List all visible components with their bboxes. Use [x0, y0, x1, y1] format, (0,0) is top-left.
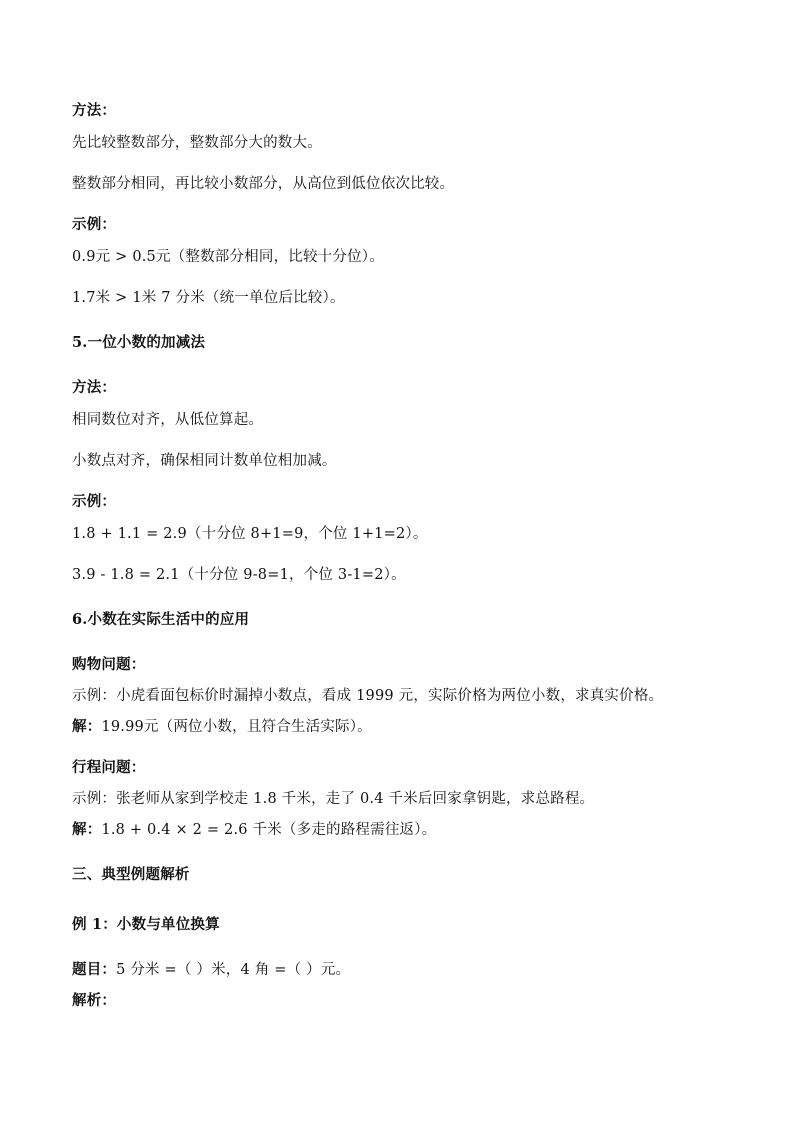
section-title-5: 5.一位小数的加减法 [72, 334, 206, 351]
method-label: 方法： [72, 102, 117, 119]
answer-label: 解： [72, 821, 102, 838]
shopping-answer [72, 717, 372, 737]
question-label: 题目： [72, 961, 117, 978]
example-text-2: 1.7米 > 1米 7 分米（统一单位后比较）。 [72, 290, 345, 306]
answer-text: 1.8 + 0.4 × 2 = 2.6 千米（多走的路程需往返）。 [101, 822, 437, 838]
example-text-1: 1.8 + 1.1 = 2.9（十分位 8+1=9，个位 1+1=2）。 [72, 526, 428, 542]
question-text: 5 分米 =（ ）米，4 角 =（ ）元。 [116, 962, 351, 978]
answer-label: 解： [72, 718, 102, 735]
method-text-2: 整数部分相同，再比较小数部分，从高位到低位依次比较。 [72, 176, 455, 192]
example-label: 示例： [72, 493, 117, 510]
travel-example: 示例：张老师从家到学校走 1.8 千米，走了 0.4 千米后回家拿钥匙，求总路程。 [72, 791, 595, 807]
example-text-2: 3.9 - 1.8 = 2.1（十分位 9-8=1，个位 3-1=2）。 [72, 567, 406, 583]
analysis-label: 解析： [72, 992, 117, 1009]
section-title-6: 6.小数在实际生活中的应用 [72, 611, 250, 628]
example-label: 示例： [72, 216, 117, 233]
answer-text: 19.99元（两位小数，且符合生活实际）。 [101, 719, 372, 735]
travel-label: 行程问题： [72, 759, 146, 776]
shopping-example: 示例：小虎看面包标价时漏掉小数点，看成 1999 元，实际价格为两位小数，求真实价格。 [72, 688, 664, 704]
shopping-label: 购物问题： [72, 656, 146, 673]
travel-answer [72, 820, 436, 840]
example-1-title: 例 1：小数与单位换算 [72, 916, 220, 933]
section-title-3: 三、典型例题解析 [72, 866, 190, 883]
example-text-1: 0.9元 > 0.5元（整数部分相同，比较十分位）。 [72, 249, 384, 265]
method-text-1: 相同数位对齐，从低位算起。 [72, 412, 264, 428]
method-text-2: 小数点对齐，确保相同计数单位相加减。 [72, 453, 337, 469]
question-line [72, 960, 350, 980]
method-text-1: 先比较整数部分，整数部分大的数大。 [72, 135, 322, 151]
method-label: 方法： [72, 379, 117, 396]
